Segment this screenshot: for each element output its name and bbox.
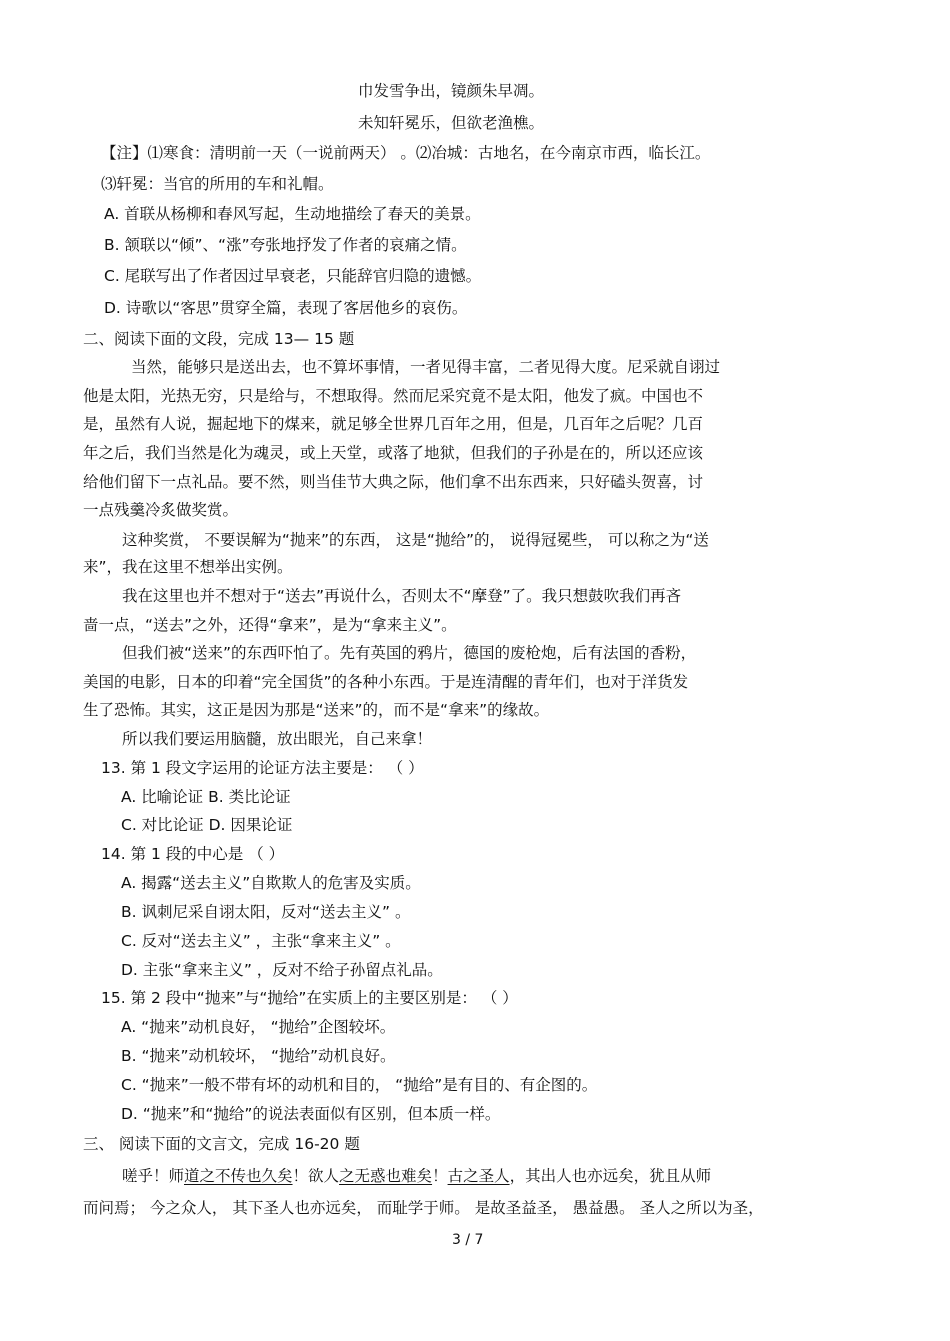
q15-option-a: A. “抛来”动机良好， “抛给”企图较坏。 — [121, 1018, 396, 1036]
passage-p1-line-5: 给他们留下一点礼品。要不然，则当佳节大典之际，他们拿不出东西来，只好磕头贺喜，讨 — [83, 473, 704, 491]
q12-option-c: C. 尾联写出了作者因过早衰老，只能辞官归隐的遗憾。 — [104, 267, 482, 285]
classical-text-line-1 — [122, 1166, 711, 1186]
page-number: 3 / 7 — [452, 1232, 484, 1248]
poem-line-1: 巾发雪争出，镜颜朱早凋。 — [358, 82, 545, 100]
section-2-heading: 二、阅读下面的文段，完成 13— 15 题 — [83, 330, 355, 348]
passage-p1-line-2: 他是太阳，光热无穷，只是给与，不想取得。然而尼采究竟不是太阳，他发了疯。中国也不 — [83, 387, 704, 405]
passage-p4-line-1: 但我们被“送来”的东西吓怕了。先有英国的鸦片，德国的废枪炮，后有法国的香粉， — [122, 644, 697, 662]
passage-p2-line-2: 来”，我在这里不想举出实例。 — [83, 558, 293, 576]
poem-line-2: 未知轩冕乐，但欲老渔樵。 — [358, 114, 545, 132]
q13-stem: 13. 第 1 段文字运用的论证方法主要是： （ ） — [101, 759, 424, 777]
q14-option-c: C. 反对“送去主义” ，主张“拿来主义” 。 — [121, 932, 401, 950]
section-3-heading: 三、 阅读下面的文言文，完成 16-20 题 — [83, 1135, 360, 1153]
passage-p2-line-1: 这种奖赏， 不要误解为“抛来”的东西， 这是“抛给”的， 说得冠冕些， 可以称之为“送 — [122, 531, 709, 549]
passage-p1-line-4: 年之后，我们当然是化为魂灵，或上天堂，或落了地狱，但我们的子孙是在的，所以还应该 — [83, 444, 704, 462]
passage-p1-line-1: 当然，能够只是送出去，也不算坏事情，一者见得丰富，二者见得大度。尼采就自诩过 — [131, 358, 721, 376]
passage-p3-line-2: 啬一点，“送去”之外，还得“拿来”，是为“拿来主义”。 — [83, 616, 457, 634]
q15-option-b: B. “抛来”动机较坏， “抛给”动机良好。 — [121, 1047, 396, 1065]
passage-p1-line-3: 是，虽然有人说，掘起地下的煤来，就足够全世界几百年之用，但是，几百年之后呢？几百 — [83, 415, 704, 433]
passage-p3-line-1: 我在这里也并不想对于“送去”再说什么，否则太不“摩登”了。我只想鼓吹我们再吝 — [122, 587, 682, 605]
q12-option-a: A. 首联从杨柳和春风写起，生动地描绘了春天的美景。 — [104, 205, 481, 223]
passage-p1-line-6: 一点残羹冷炙做奖赏。 — [83, 501, 239, 519]
classical-text-segment: ，其出人也亦远矣，犹且从师 — [509, 1167, 712, 1185]
q15-option-c: C. “抛来”一般不带有坏的动机和目的， “抛给”是有目的、有企图的。 — [121, 1076, 598, 1094]
classical-text-segment: ！欲人 — [292, 1167, 340, 1185]
note-line-2: ⑶轩冕：当官的所用的车和礼帽。 — [101, 175, 334, 193]
passage-p4-line-3: 生了恐怖。其实，这正是因为那是“送来”的，而不是“拿来”的缘故。 — [83, 701, 550, 719]
q14-option-b: B. 讽刺尼采自诩太阳，反对“送去主义” 。 — [121, 903, 411, 921]
q13-options-row-2: C. 对比论证 D. 因果论证 — [121, 816, 293, 834]
q15-option-d: D. “抛来”和“抛给”的说法表面似有区别，但本质一样。 — [121, 1105, 501, 1123]
passage-p4-line-2: 美国的电影，日本的印着“完全国货”的各种小东西。于是连清醒的青年们，也对于洋货发 — [83, 673, 689, 691]
q14-option-a: A. 揭露“送去主义”自欺欺人的危害及实质。 — [121, 874, 421, 892]
classical-text-segment: 嗟乎！师 — [122, 1167, 185, 1185]
underlined-phrase-1: 道之不传也久矣 — [184, 1167, 293, 1185]
classical-text-segment: ！ — [432, 1167, 448, 1185]
q14-option-d: D. 主张“拿来主义” ，反对不给子孙留点礼品。 — [121, 961, 443, 979]
classical-text-line-2: 而问焉； 今之众人， 其下圣人也亦远矣， 而耻学于师。 是故圣益圣， 愚益愚。 圣人之所以为圣， — [83, 1199, 764, 1217]
q12-option-b: B. 颔联以“倾”、“涨”夸张地抒发了作者的哀痛之情。 — [104, 236, 467, 254]
note-line-1: 【注】⑴寒食：清明前一天（一说前两天） 。⑵冶城：古地名，在今南京市西，临长江。 — [101, 144, 711, 162]
q12-option-d: D. 诗歌以“客思”贯穿全篇，表现了客居他乡的哀伤。 — [104, 299, 468, 317]
passage-p5: 所以我们要运用脑髓，放出眼光，自己来拿！ — [122, 730, 433, 748]
q14-stem: 14. 第 1 段的中心是 （ ） — [101, 845, 285, 863]
q13-options-row-1: A. 比喻论证 B. 类比论证 — [121, 788, 291, 806]
q15-stem: 15. 第 2 段中“抛来”与“抛给”在实质上的主要区别是： （ ） — [101, 989, 518, 1007]
underlined-phrase-2: 之无惑也难矣 — [339, 1167, 433, 1185]
underlined-phrase-3: 古之圣人 — [447, 1167, 510, 1185]
